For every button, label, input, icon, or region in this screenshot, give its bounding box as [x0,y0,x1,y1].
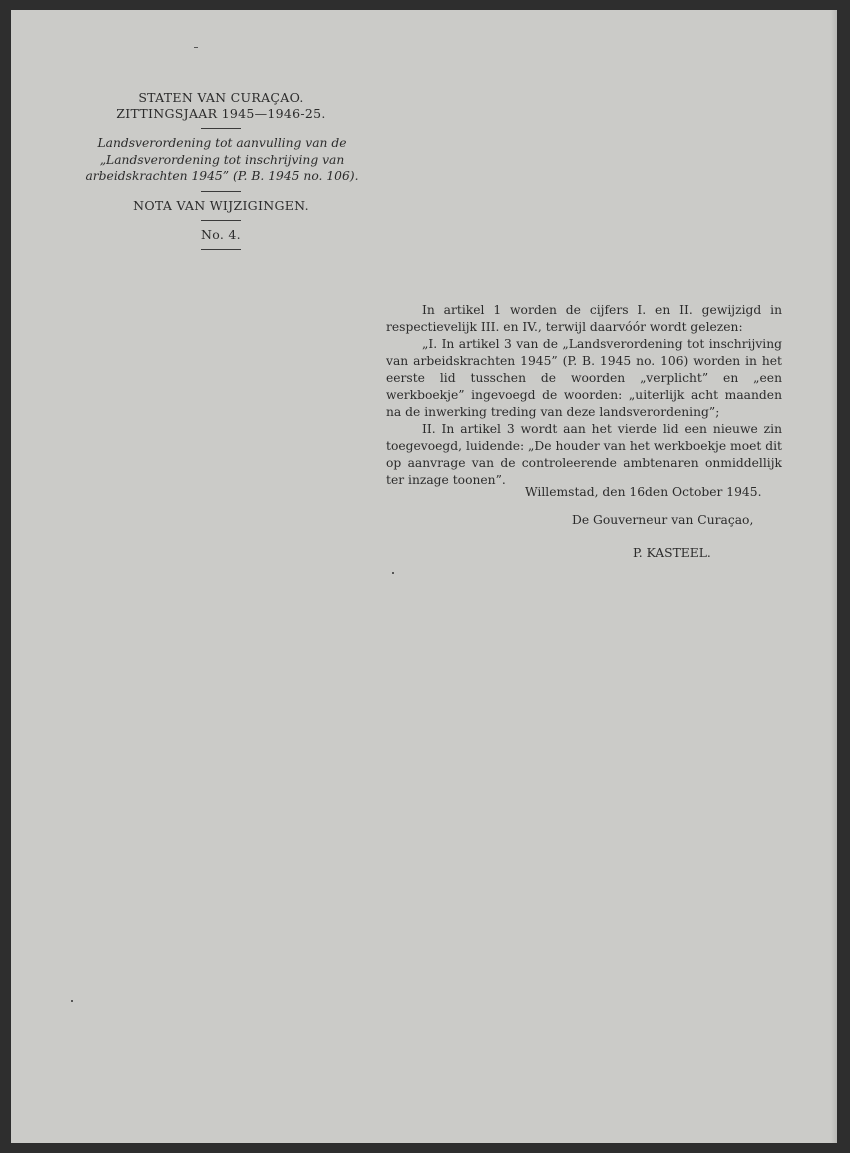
ordinance-title [71,135,371,185]
document-header [71,90,371,256]
ink-speck [71,1000,73,1002]
paragraph: In artikel 1 worden de cijfers I. en II. gewijzigd in respectievelijk III. en IV., terwijl daarvóór wordt gelezen: [386,303,782,334]
divider [201,128,241,129]
document-page [11,10,837,1143]
ink-speck [392,572,394,574]
signatory-name: P. KASTEEL. [633,546,711,560]
header-session-year: ZITTINGSJAAR 1945—1946-25. [116,106,326,121]
ink-speck [194,47,198,48]
paragraph: II. In artikel 3 wordt aan het vierde lid een nieuwe zin toegevoegd, luidende: „De houder van het werkboekje moet dit op aanvrage van de controleerende ambtenaren onmiddellijk ter inzage toonen”. [386,422,782,487]
signatory-title: De Gouverneur van Curaçao, [572,513,754,527]
nota-number: No. 4. [201,226,241,242]
header-title: STATEN VAN CURAÇAO. [138,90,304,105]
ordinance-title-line: „Landsverordening tot inschrijving van [99,152,345,167]
nota-heading: NOTA VAN WIJZIGINGEN. [133,197,309,213]
page-edge-shadow [831,10,837,1143]
amendment-text [386,302,782,489]
place-date: Willemstad, den 16den October 1945. [525,485,762,499]
paragraph: „I. In artikel 3 van de „Landsverordening tot inschrijving van arbeidskrachten 1945” (P. B. 1945 no. 106) worden in het eerste lid tusschen de woorden „verplicht” en „een werkboekje” ingevoegd de woorden: „uiterlijk acht maanden na de inwerking treding van deze landsverordening”; [386,337,782,419]
ordinance-title-line: Landsverordening tot aanvulling van de [97,136,347,150]
ordinance-title-line: arbeidskrachten 1945” (P. B. 1945 no. 106). [85,169,359,183]
divider [201,191,241,192]
divider [201,220,241,221]
divider [201,249,241,250]
